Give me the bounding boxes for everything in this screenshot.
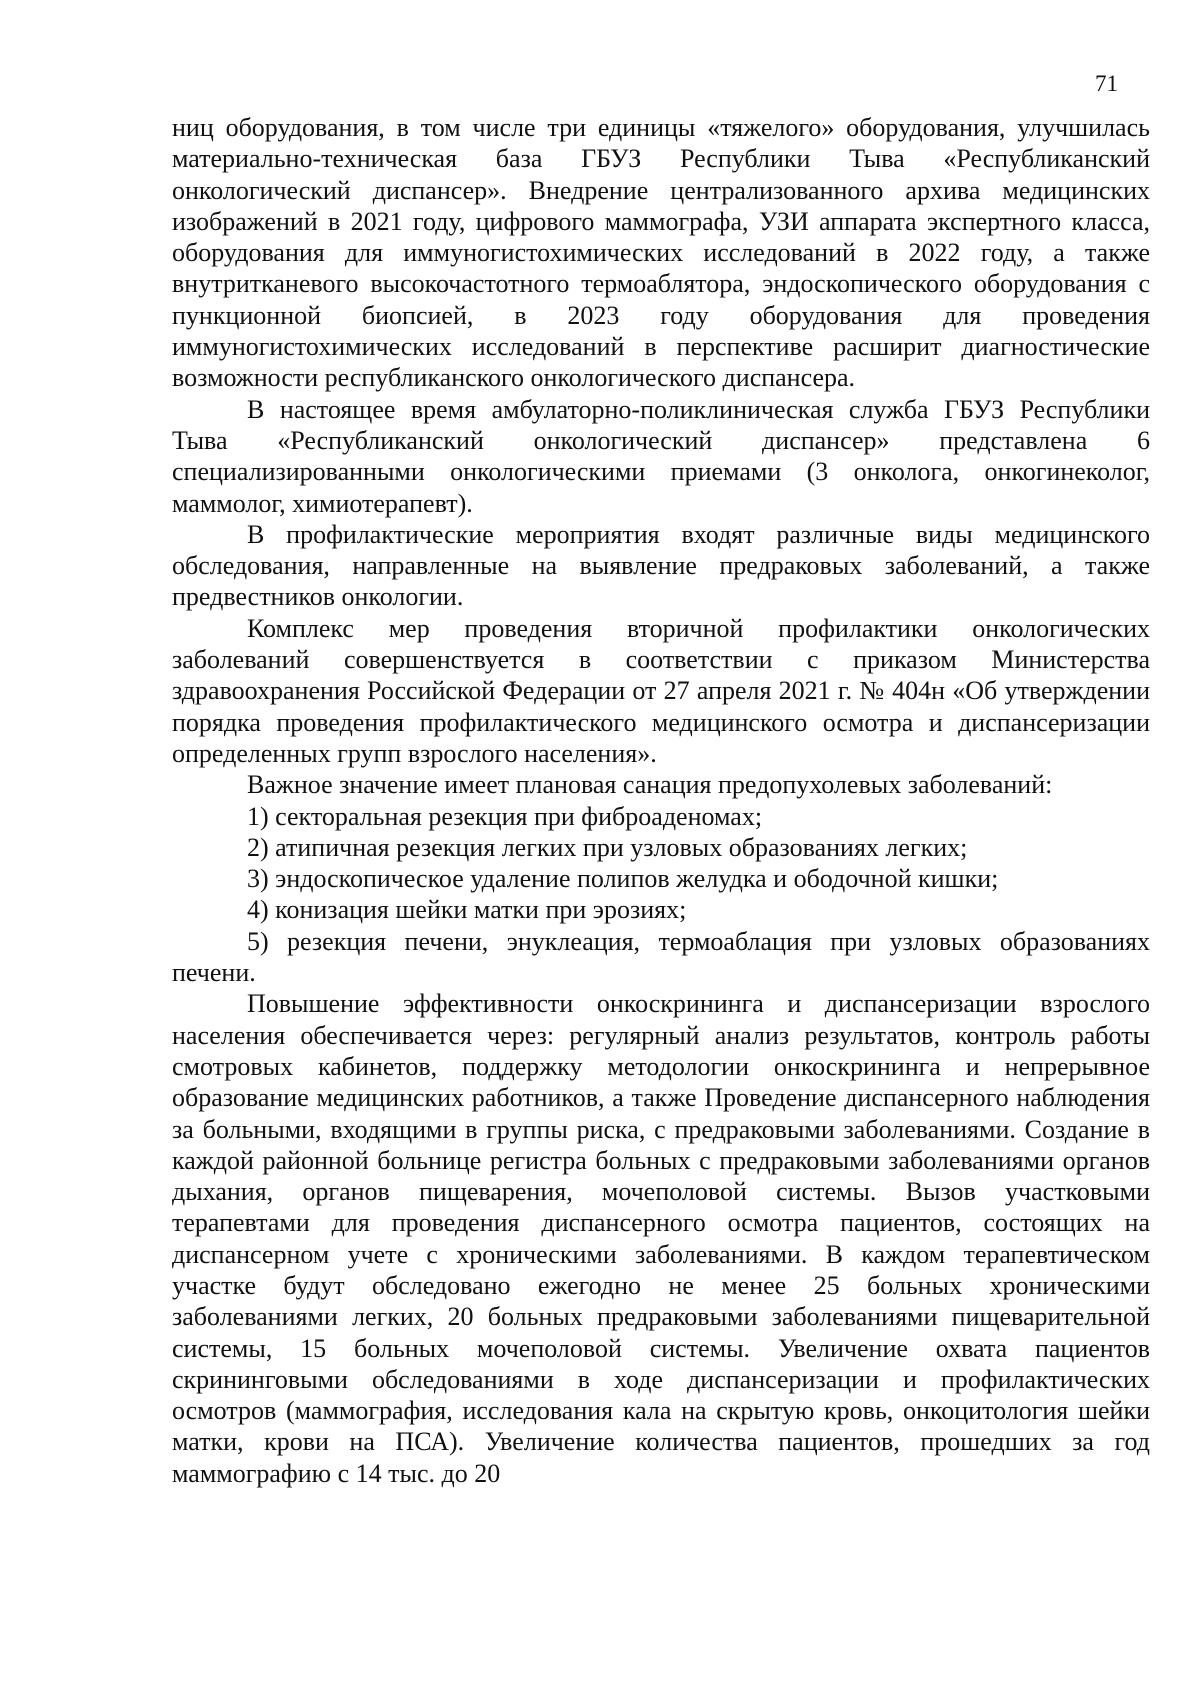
list-item-5: 5) резекция печени, энуклеация, термоаблация при узловых образованиях печени. [172, 926, 1150, 988]
list-item-3: 3) эндоскопическое удаление полипов желудка и ободочной кишки; [247, 864, 999, 894]
paragraph-secondary-prevention: Комплекс мер проведения вторичной профилактики онкологических заболеваний совершенствуется в соответствии с приказом Министерства здравоохранения Российской Федерации от 27 апреля 2021 г. № 404н «Об утверждении порядка проведения профилактического медицинского осмотра и диспансеризации определенных групп взрослого населения». [172, 613, 1150, 768]
list-item-4: 4) конизация шейки матки при эрозиях; [247, 895, 687, 925]
paragraph-planned-sanation: Важное значение имеет плановая санация предопухолевых заболеваний: [247, 770, 1053, 800]
list-item-1: 1) секторальная резекция при фиброаденомах; [247, 801, 763, 831]
paragraph-equipment: ниц оборудования, в том числе три единицы «тяжелого» оборудования, улучшилась материально-техническая база ГБУЗ Республики Тыва «Республиканский онкологический диспансер». Внедрение централизованного архива медицинских изображений в 2021 году, цифрового маммографа, УЗИ аппарата экспертного класса, оборудования для иммуногистохимических исследований в 2022 году, а также внутритканевого высокочастотного термоаблятора, эндоскопического оборудования с пункционной биопсией, в 2023 году оборудования для проведения иммуногистохимических исследований в перспективе расширит диагностические возможности республиканского онкологического диспансера. [172, 113, 1150, 393]
paragraph-screening-efficiency: Повышение эффективности онкоскрининга и диспансеризации взрослого населения обеспечивается через: регулярный анализ результатов, контроль работы смотровых кабинетов, поддержку методологии онкоскрининга и непрерывное образование медицинских работников, а также Проведение диспансерного наблюдения за больными, входящими в группы риска, с предраковыми заболеваниями. Создание в каждой районной больнице регистра больных с предраковыми заболеваниями органов дыхания, органов пищеварения, мочеполовой системы. Вызов участковыми терапевтами для проведения диспансерного осмотра пациентов, состоящих на диспансерном учете с хроническими заболеваниями. В каждом терапевтическом участке будут обследовано ежегодно не менее 25 больных хроническими заболеваниями легких, 20 больных предраковыми заболеваниями пищеварительной системы, 15 больных мочеполовой системы. Увеличение охвата пациентов скрининговыми обследованиями в ходе диспансеризации и профилактических осмотров (маммография, исследования кала на скрытую кровь, онкоцитология шейки матки, крови на ПСА). Увеличение количества пациентов, прошедших за год маммографию с 14 тыс. до 20 [172, 989, 1150, 1488]
list-item-2: 2) атипичная резекция легких при узловых образованиях легких; [247, 832, 968, 862]
body-text [172, 112, 1150, 1489]
paragraph-prevention-measures: В профилактические мероприятия входят различные виды медицинского обследования, направленные на выявление предраковых заболеваний, а также предвестников онкологии. [172, 519, 1150, 612]
page-number: 71 [1095, 71, 1118, 96]
paragraph-outpatient-service: В настоящее время амбулаторно-поликлиническая служба ГБУЗ Республики Тыва «Республиканский онкологический диспансер» представлена 6 специализированными онкологическими приемами (3 онколога, онкогинеколог, маммолог, химиотерапевт). [172, 394, 1150, 518]
